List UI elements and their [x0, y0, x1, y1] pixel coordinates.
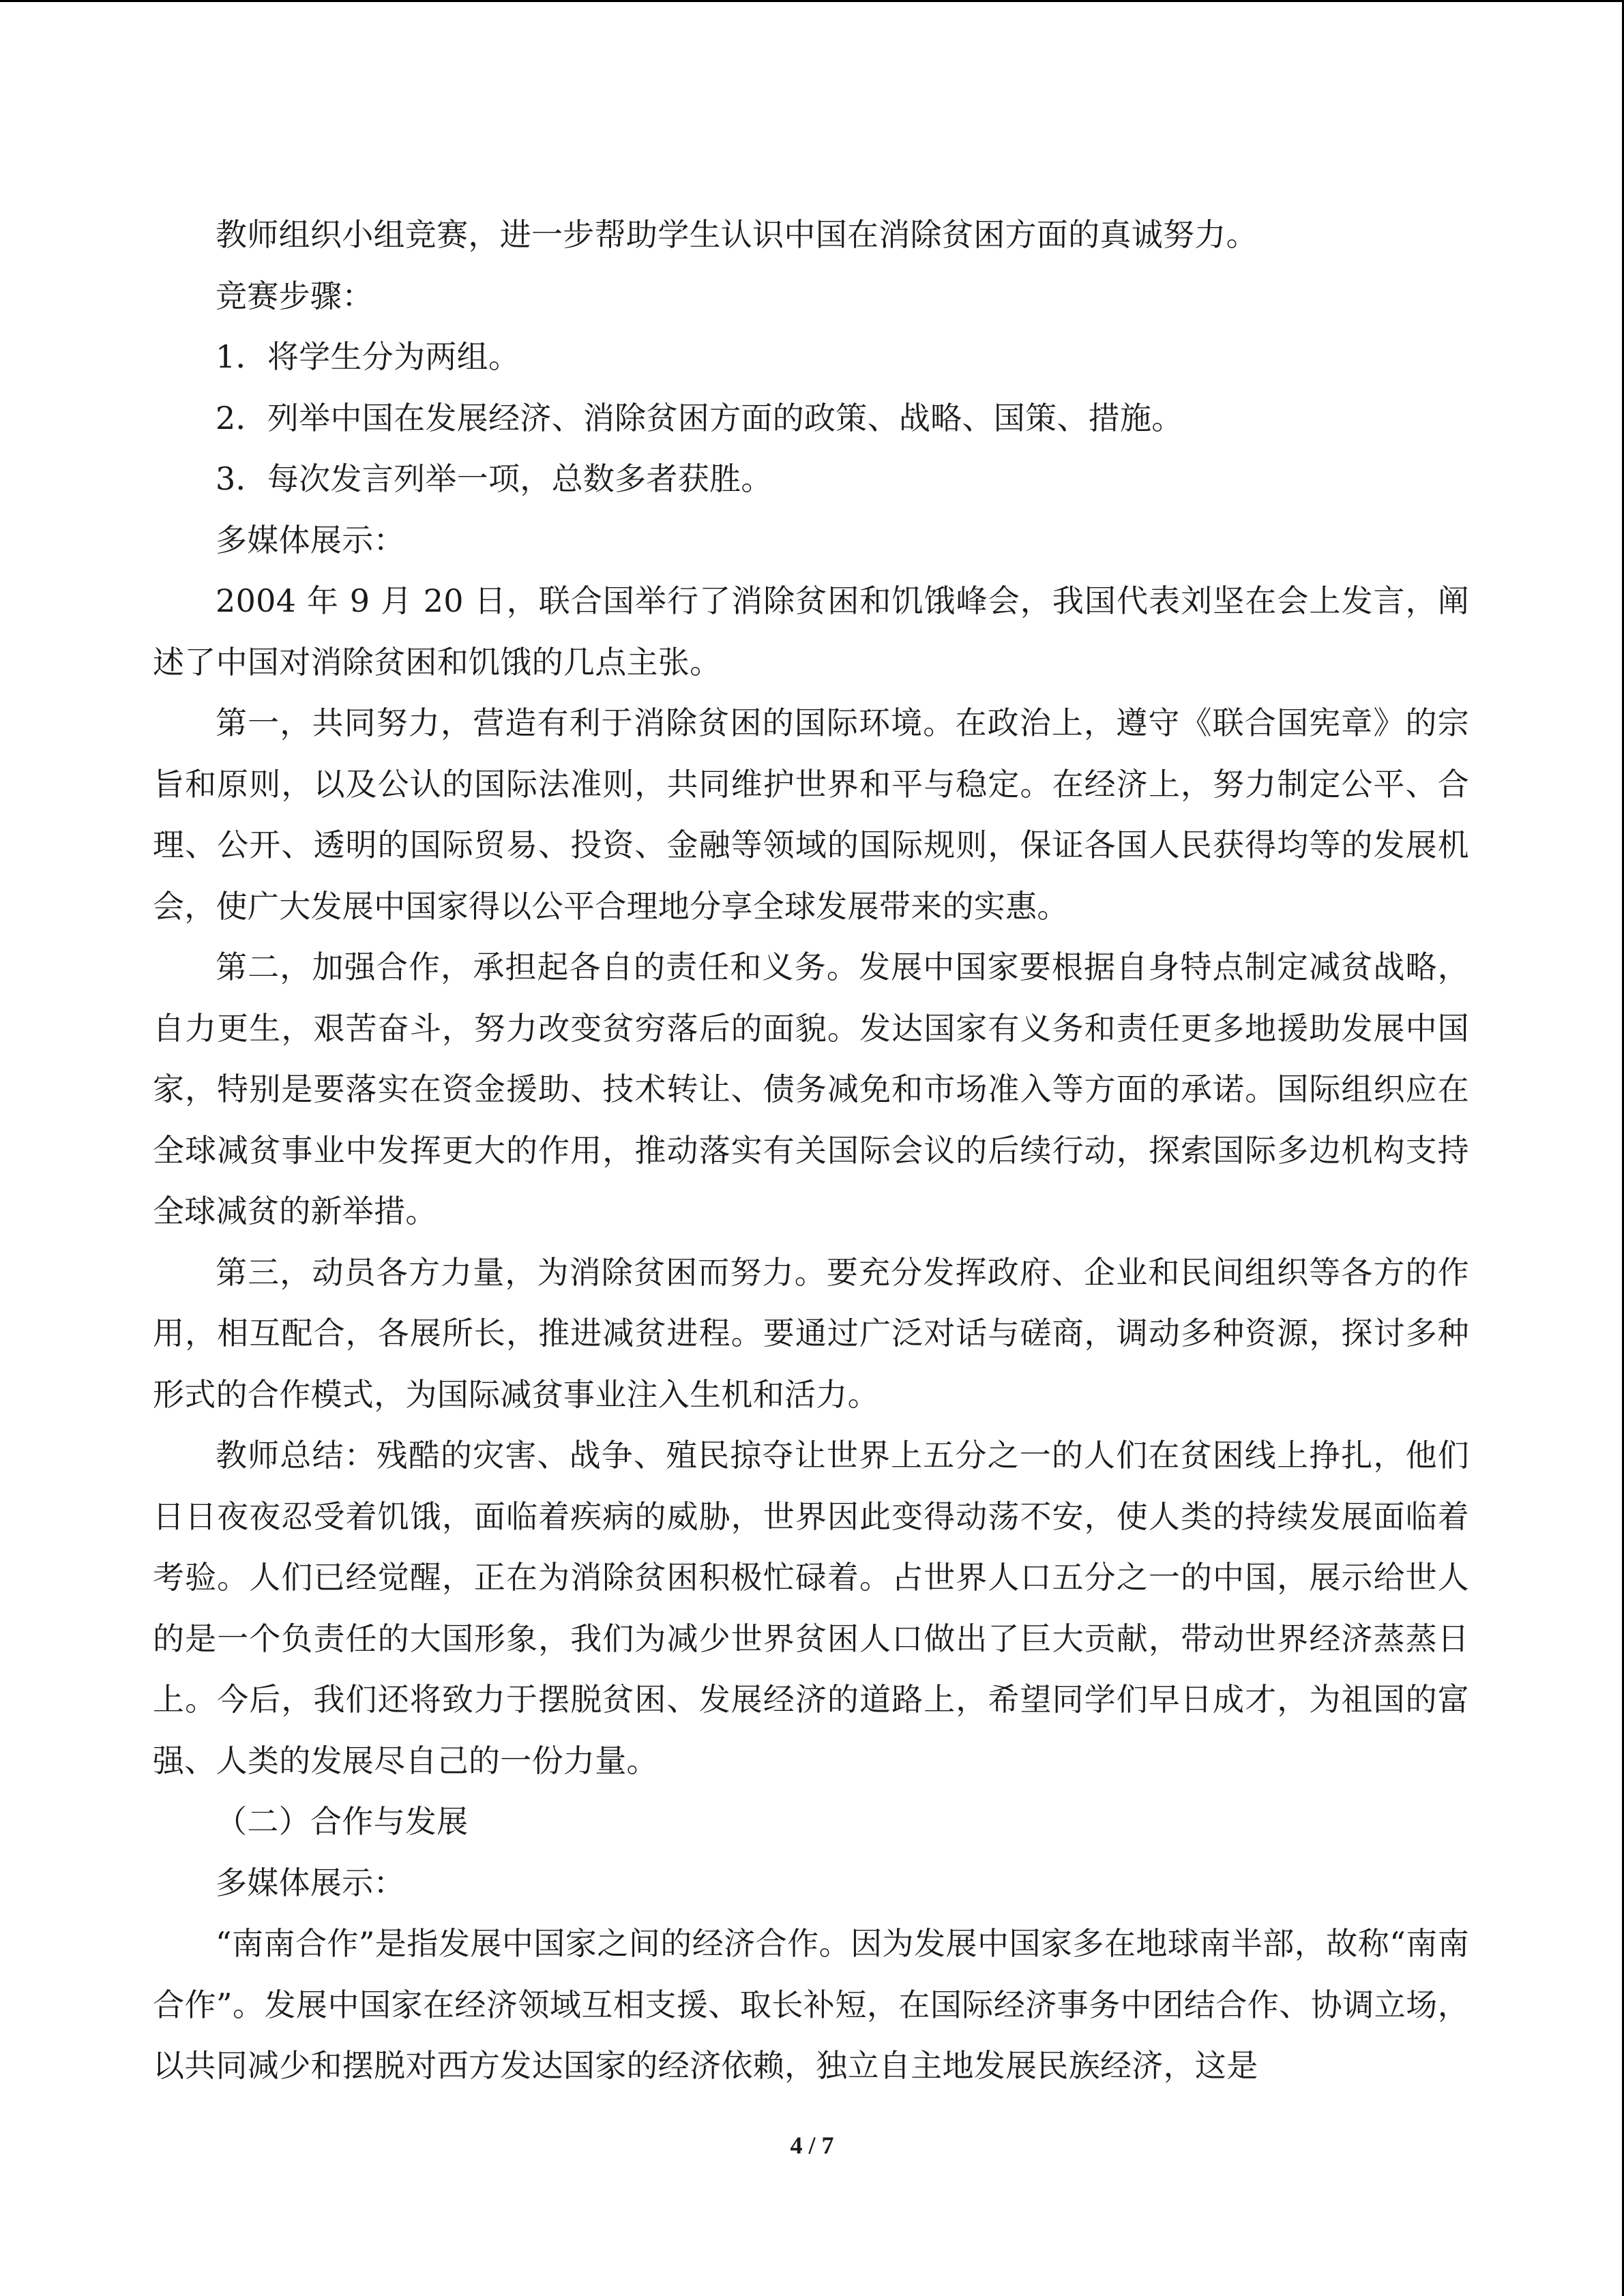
paragraph-point-first: 第一，共同努力，营造有利于消除贫困的国际环境。在政治上，遵守《联合国宪章》的宗旨和原则，以及公认的国际法准则，共同维护世界和平与稳定。在经济上，努力制定公平、合理、公开、透明的国际贸易、投资、金融等领域的国际规则，保证各国人民获得均等的发展机会，使广大发展中国家得以公平合理地分享全球发展带来的实惠。 [153, 704, 1469, 925]
paragraph-group-competition: 教师组织小组竞赛，进一步帮助学生认识中国在消除贫困方面的真诚努力。 [216, 216, 1258, 253]
paragraph-multimedia-label: 多媒体展示： [216, 521, 405, 558]
section-heading-cooperation: （二）合作与发展 [216, 1803, 469, 1840]
list-item-step-2: 2．列举中国在发展经济、消除贫困方面的政策、战略、国策、措施。 [216, 399, 1183, 436]
list-item-step-1: 1．将学生分为两组。 [216, 338, 520, 375]
paragraph-south-south: “南南合作”是指发展中国家之间的经济合作。因为发展中国家多在地球南半部，故称“南南合作”。发展中国家在经济领域互相支援、取长补短，在国际经济事务中团结合作、协调立场，以共同减少和摆脱对西方发达国家的经济依赖，独立自主地发展民族经济，这是 [153, 1925, 1469, 2084]
paragraph-un-summit: 2004 年 9 月 20 日，联合国举行了消除贫困和饥饿峰会，我国代表刘坚在会上发言，阐述了中国对消除贫困和饥饿的几点主张。 [153, 582, 1469, 681]
paragraph-competition-steps: 竞赛步骤： [216, 277, 374, 314]
paragraph-point-third: 第三，动员各方力量，为消除贫困而努力。要充分发挥政府、企业和民间组织等各方的作用，相互配合，各展所长，推进减贫进程。要通过广泛对话与磋商，调动多种资源，探讨多种形式的合作模式，为国际减贫事业注入生机和活力。 [153, 1253, 1469, 1413]
page-number: 4 / 7 [790, 2132, 834, 2159]
paragraph-multimedia-label-2: 多媒体展示： [216, 1864, 405, 1901]
paragraph-teacher-summary: 教师总结：残酷的灾害、战争、殖民掠夺让世界上五分之一的人们在贫困线上挣扎，他们日日夜夜忍受着饥饿，面临着疾病的威胁，世界因此变得动荡不安，使人类的持续发展面临着考验。人们已经觉醒，正在为消除贫困积极忙碌着。占世界人口五分之一的中国，展示给世人的是一个负责任的大国形象，我们为减少世界贫困人口做出了巨大贡献，带动世界经济蒸蒸日上。今后，我们还将致力于摆脱贫困、发展经济的道路上，希望同学们早日成才，为祖国的富强、人类的发展尽自己的一份力量。 [153, 1437, 1469, 1779]
document-body [153, 205, 1469, 2097]
page-top-border [0, 0, 1624, 2]
list-item-step-3: 3．每次发言列举一项，总数多者获胜。 [216, 460, 773, 497]
paragraph-point-second: 第二，加强合作，承担起各自的责任和义务。发展中国家要根据自身特点制定减贫战略，自力更生，艰苦奋斗，努力改变贫穷落后的面貌。发达国家有义务和责任更多地援助发展中国家，特别是要落实在资金援助、技术转让、债务减免和市场准入等方面的承诺。国际组织应在全球减贫事业中发挥更大的作用，推动落实有关国际会议的后续行动，探索国际多边机构支持全球减贫的新举措。 [153, 949, 1469, 1229]
